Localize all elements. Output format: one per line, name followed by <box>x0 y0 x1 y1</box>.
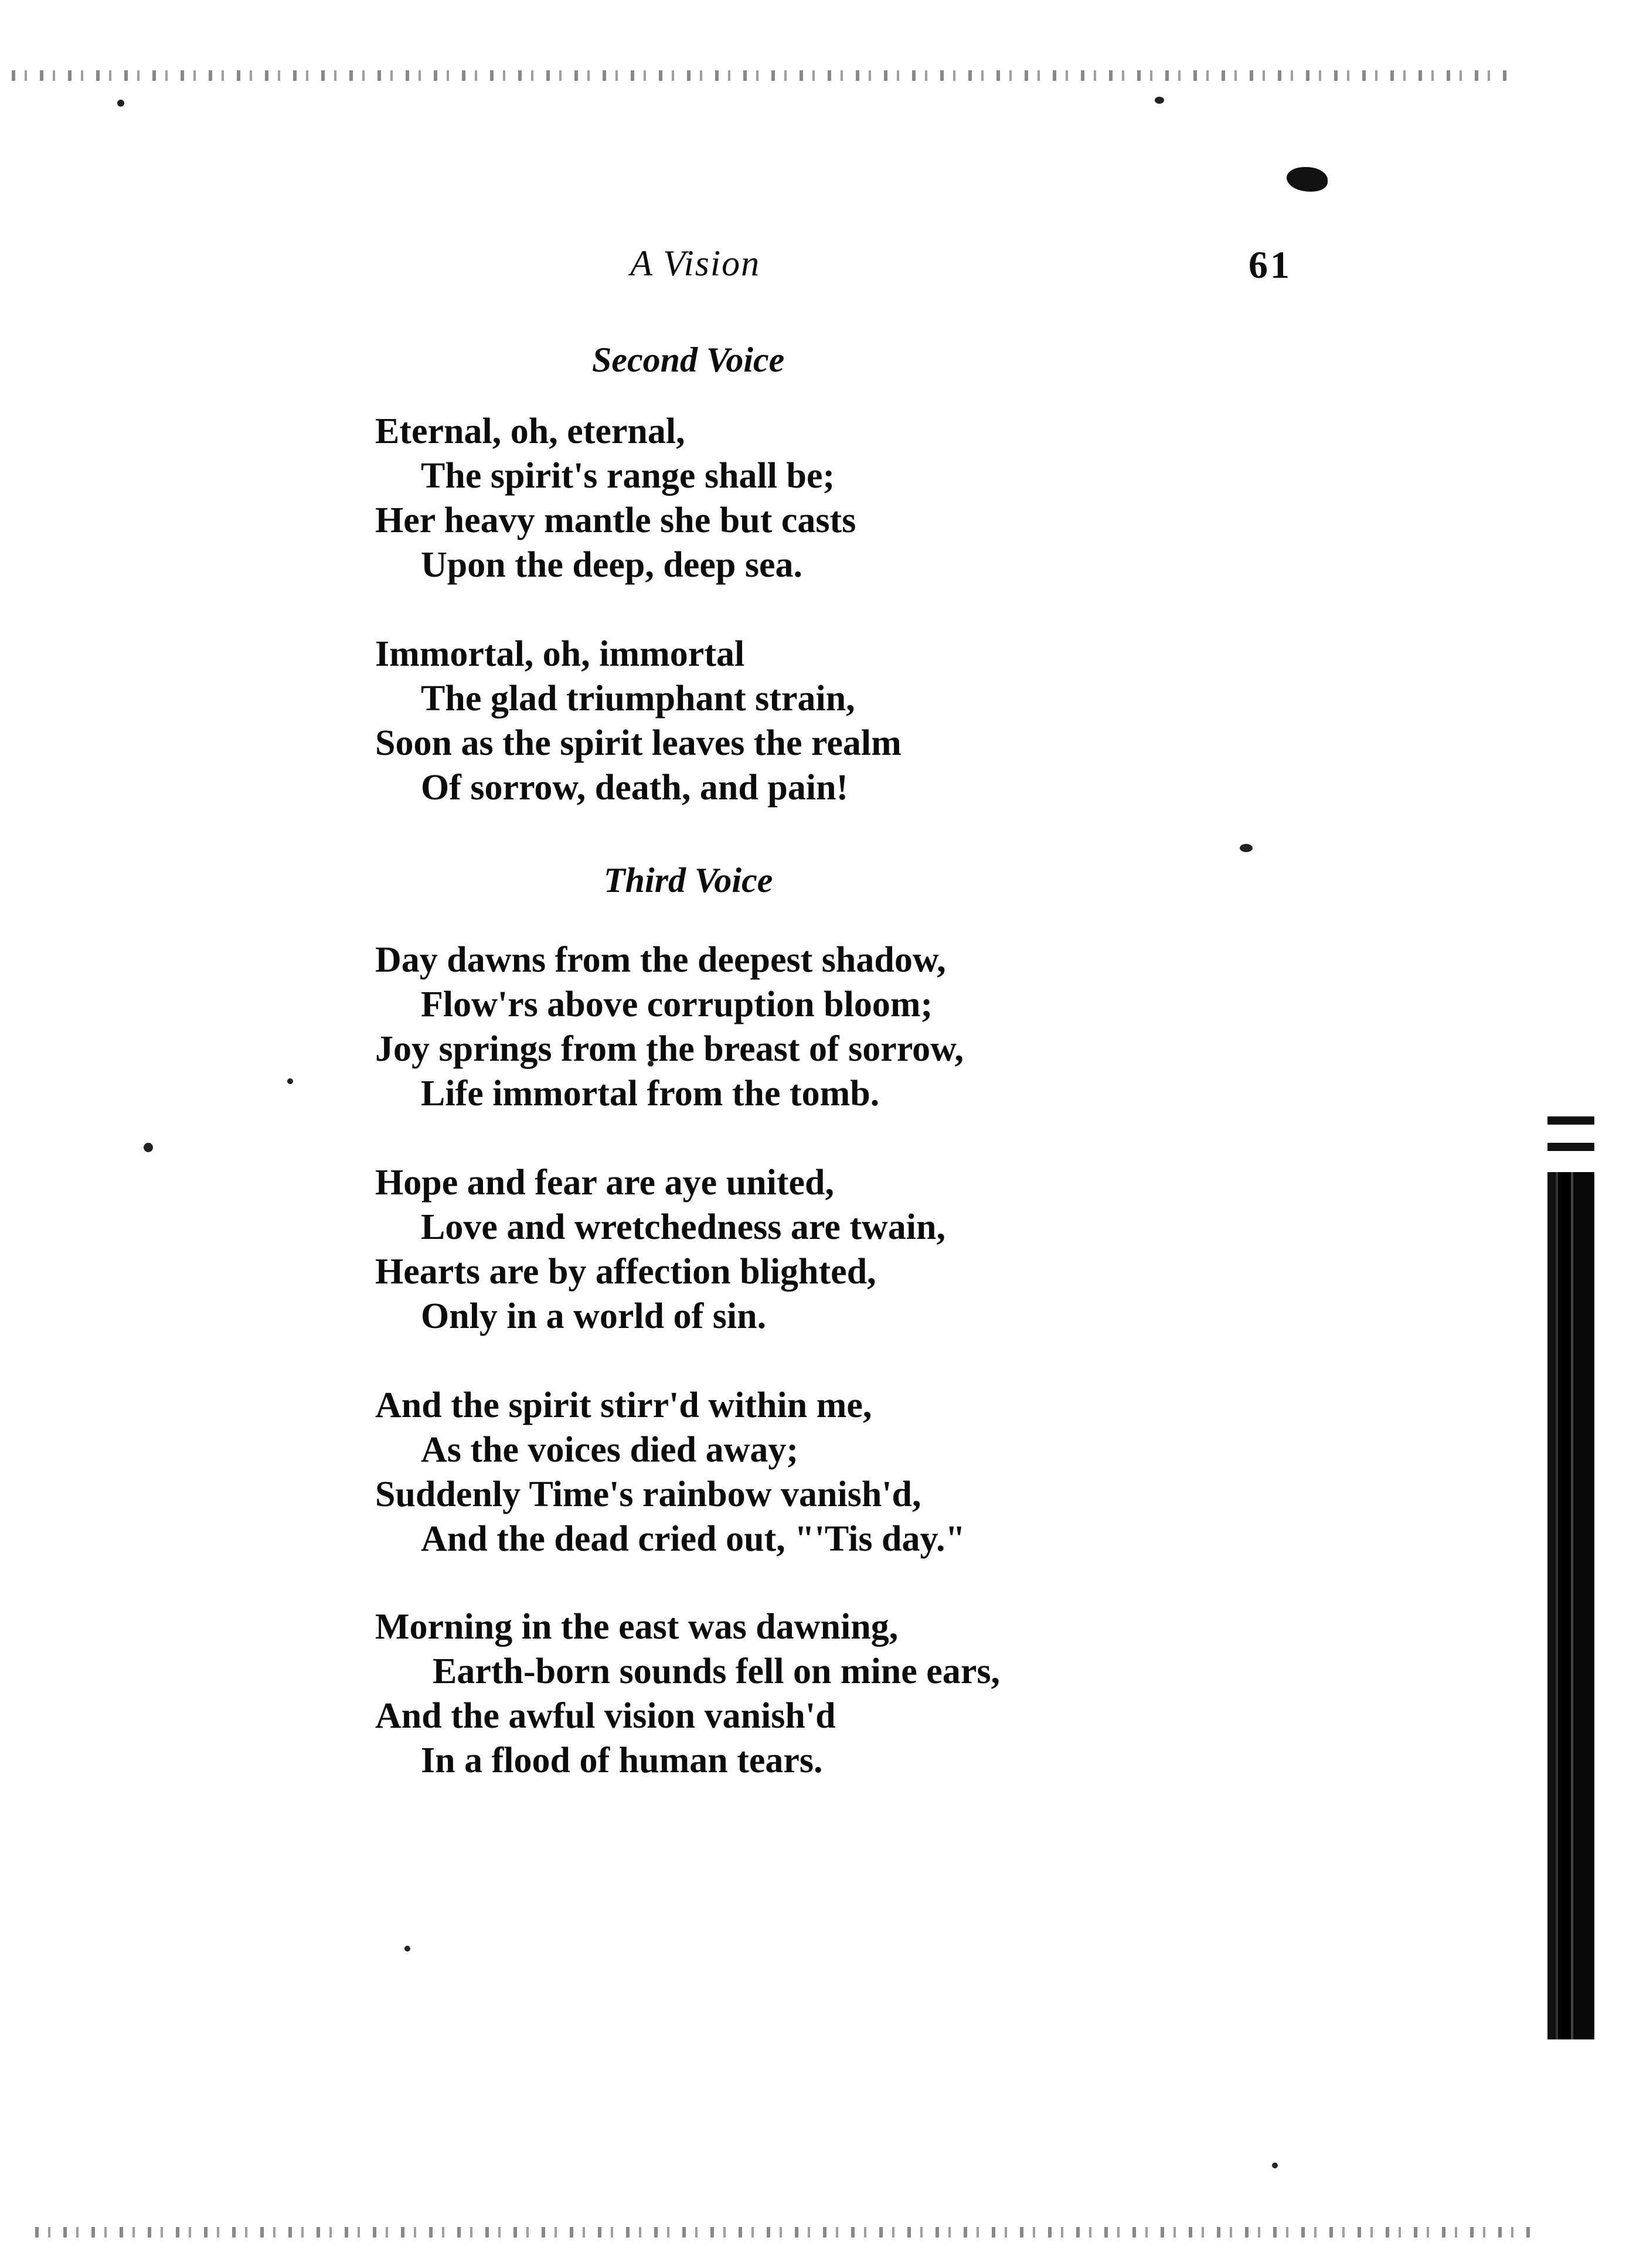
section-heading-third-voice: Third Voice <box>604 861 773 900</box>
ink-blot <box>1287 167 1328 192</box>
stanza <box>375 938 964 1116</box>
verse-line: And the dead cried out, "'Tis day." <box>421 1519 965 1559</box>
edge-mark <box>1547 1116 1594 1125</box>
verse-line: Morning in the east was dawning, <box>375 1607 899 1647</box>
edge-mark <box>1547 1143 1594 1151</box>
speck <box>404 1946 410 1952</box>
stanza <box>375 632 902 810</box>
scan-noise-bottom <box>35 2227 1536 2238</box>
stanza <box>375 1160 945 1339</box>
verse-line: In a flood of human tears. <box>421 1741 823 1780</box>
speck <box>1155 97 1164 104</box>
verse-line: Immortal, oh, immortal <box>375 634 745 674</box>
verse-line: And the awful vision vanish'd <box>375 1696 836 1736</box>
verse-line: Hearts are by affection blighted, <box>375 1252 876 1292</box>
verse-line: The glad triumphant strain, <box>421 679 855 718</box>
verse-line: Flow'rs above corruption bloom; <box>421 985 933 1024</box>
speck <box>287 1078 293 1084</box>
speck <box>117 100 124 107</box>
verse-line: Day dawns from the deepest shadow, <box>375 940 946 980</box>
running-title: A Vision <box>630 244 761 284</box>
speck <box>1240 844 1253 852</box>
stanza <box>375 1383 965 1561</box>
verse-line: Joy springs from the breast of sorrow, <box>375 1029 964 1069</box>
verse-line: Of sorrow, death, and pain! <box>421 768 849 808</box>
verse-line: Earth-born sounds fell on mine ears, <box>433 1651 1000 1691</box>
stanza <box>375 1605 1000 1783</box>
verse-line: Love and wretchedness are twain, <box>421 1207 945 1247</box>
verse-line: Hope and fear are aye united, <box>375 1163 835 1203</box>
verse-line: Suddenly Time's rainbow vanish'd, <box>375 1474 921 1514</box>
verse-line: Only in a world of sin. <box>421 1296 767 1336</box>
verse-line: Eternal, oh, eternal, <box>375 411 685 451</box>
verse-line: The spirit's range shall be; <box>421 456 835 496</box>
verse-line: Soon as the spirit leaves the realm <box>375 723 902 763</box>
verse-line: Life immortal from the tomb. <box>421 1074 880 1113</box>
verse-line: And the spirit stirr'd within me, <box>375 1385 872 1425</box>
running-head <box>0 243 1643 296</box>
scan-noise-top <box>12 70 1512 81</box>
verse-line: Upon the deep, deep sea. <box>421 545 803 585</box>
stanza <box>375 409 856 587</box>
section-heading-second-voice: Second Voice <box>592 340 785 379</box>
verse-line: Her heavy mantle she but casts <box>375 500 856 540</box>
page-edge-shadow <box>1547 1172 1594 2039</box>
verse-line: As the voices died away; <box>421 1430 799 1470</box>
speck <box>1272 2163 1278 2168</box>
speck <box>144 1143 153 1152</box>
page-number: 61 <box>1249 244 1292 287</box>
